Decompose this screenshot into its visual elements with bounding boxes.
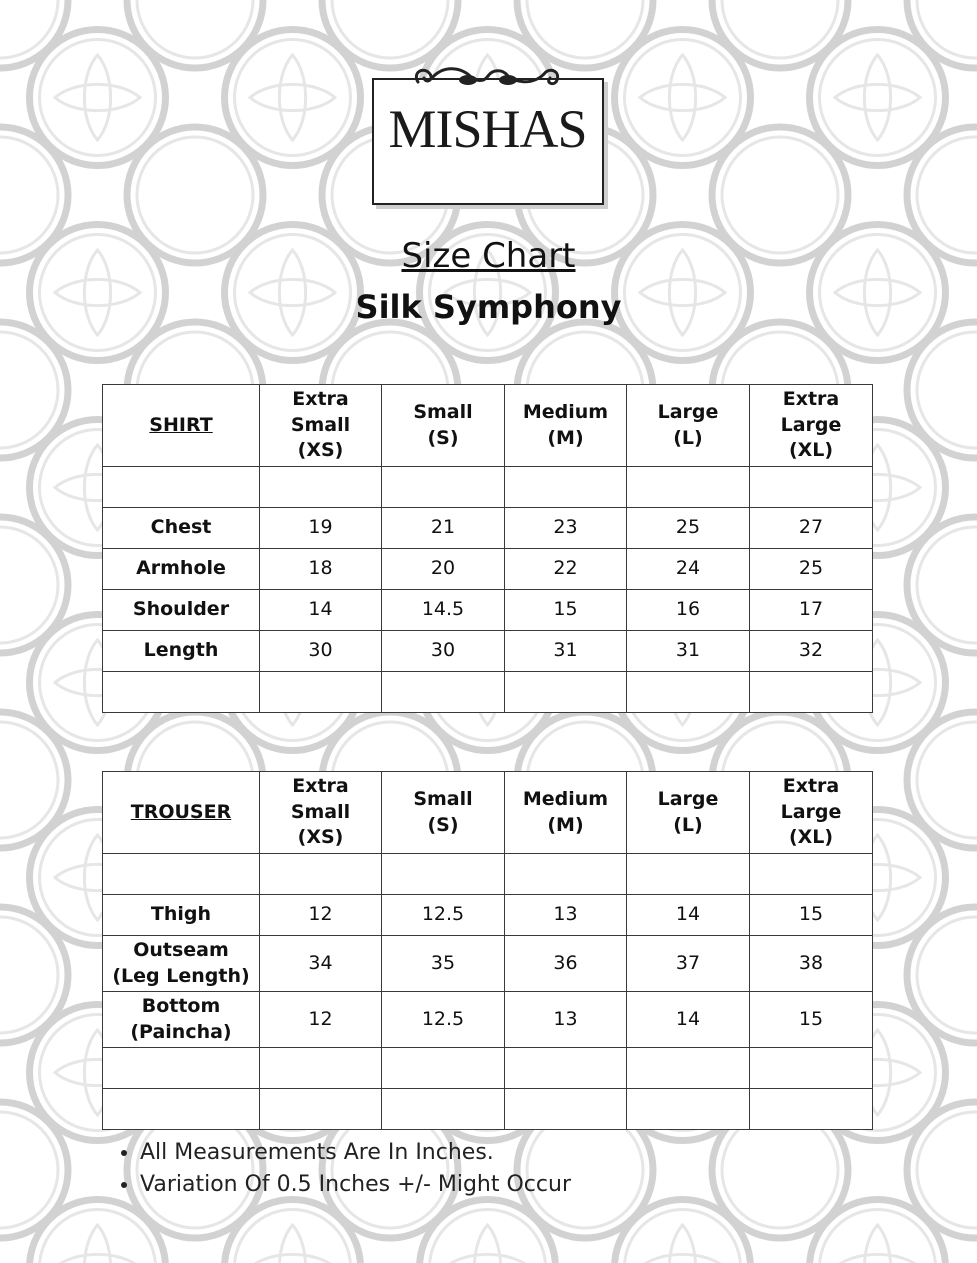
table-row: Bottom (Paincha) 12 12.5 13 14 15 xyxy=(103,992,873,1048)
size-header-s: Small (S) xyxy=(382,772,505,854)
empty-row xyxy=(103,1089,873,1130)
notes-list xyxy=(110,1137,571,1201)
empty-row xyxy=(103,672,873,713)
size-header-l: Large (L) xyxy=(627,385,750,467)
size-header-m: Medium (M) xyxy=(505,385,627,467)
size-header-xs: Extra Small (XS) xyxy=(260,772,382,854)
size-header-xl: Extra Large (XL) xyxy=(750,772,873,854)
table-row: Outseam (Leg Length) 34 35 36 37 38 xyxy=(103,936,873,992)
list-item: • All Measurements Are In Inches. xyxy=(140,1137,571,1169)
page-title: Size Chart xyxy=(401,236,576,276)
trouser-size-table xyxy=(102,771,873,1130)
empty-row xyxy=(103,467,873,508)
table-row: Length 30 30 31 31 32 xyxy=(103,631,873,672)
empty-row xyxy=(103,854,873,895)
trouser-header-cell: TROUSER xyxy=(103,772,260,854)
size-header-m: Medium (M) xyxy=(505,772,627,854)
table-header-row xyxy=(103,385,873,467)
flourish-icon xyxy=(410,60,565,94)
size-header-s: Small (S) xyxy=(382,385,505,467)
collection-name: Silk Symphony xyxy=(355,288,622,326)
size-header-xl: Extra Large (XL) xyxy=(750,385,873,467)
table-header-row xyxy=(103,772,873,854)
empty-row xyxy=(103,1048,873,1089)
table-row: Shoulder 14 14.5 15 16 17 xyxy=(103,590,873,631)
shirt-size-table xyxy=(102,384,873,713)
size-header-l: Large (L) xyxy=(627,772,750,854)
table-row: Thigh 12 12.5 13 14 15 xyxy=(103,895,873,936)
brand-name: MISHAS xyxy=(388,99,587,159)
size-header-xs: Extra Small (XS) xyxy=(260,385,382,467)
table-row: Armhole 18 20 22 24 25 xyxy=(103,549,873,590)
list-item: • Variation Of 0.5 Inches +/- Might Occur xyxy=(140,1169,571,1201)
table-row: Chest 19 21 23 25 27 xyxy=(103,508,873,549)
shirt-header-cell: SHIRT xyxy=(103,385,260,467)
brand-logo xyxy=(365,60,610,210)
